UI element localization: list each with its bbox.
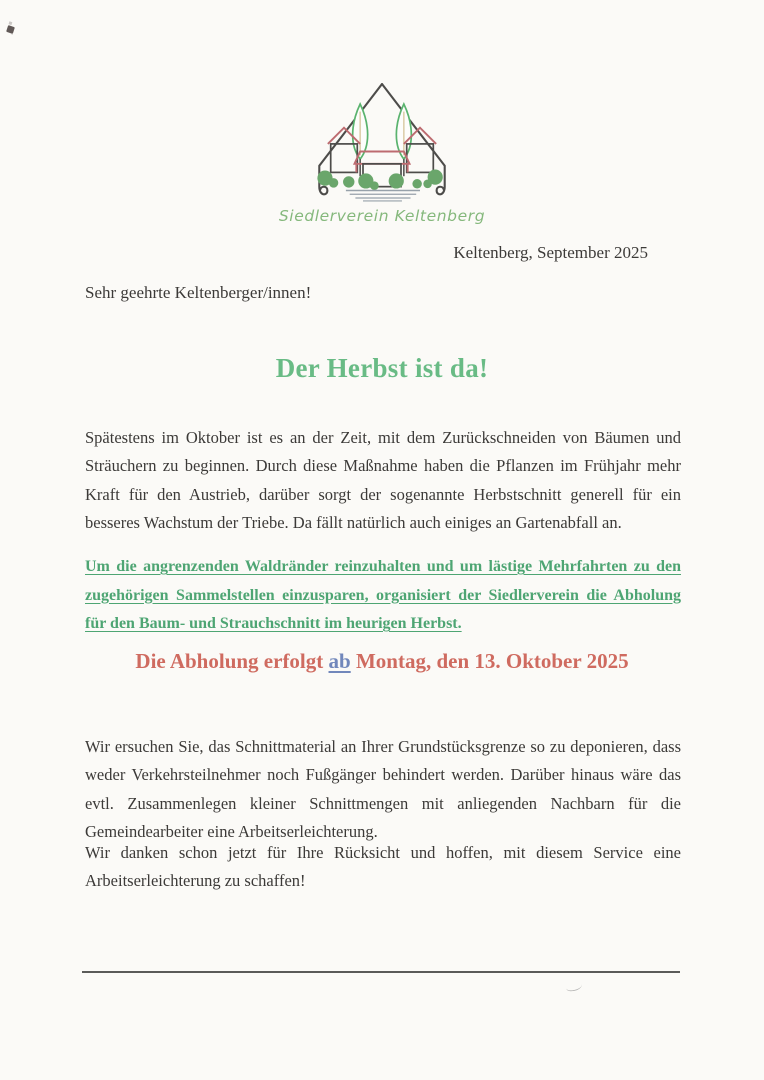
pickup-ab: ab	[328, 649, 351, 673]
thanks-paragraph: Wir danken schon jetzt für Ihre Rücksicht und hoffen, mit diesem Service eine Arbeitserleichterung zu schaffen!	[85, 842, 681, 890]
pencil-mark-artifact	[565, 981, 582, 992]
org-name: Siedlerverein Keltenberg	[278, 207, 486, 225]
collection-notice-paragraph: Um die angrenzenden Waldränder reinzuhalten und um lästige Mehrfahrten zu den zugehörigen Sammelstellen einzusparen, organisiert der Siedlerverein die Abholung für den Baum- und Strauchschnitt im heurigen Herbst.	[85, 558, 681, 632]
pickup-prefix: Die Abholung erfolgt	[135, 649, 329, 673]
org-logo	[0, 78, 764, 225]
house-with-trees-logo-icon	[306, 78, 458, 206]
headline: Der Herbst ist da!	[275, 353, 489, 383]
footer-rule	[82, 971, 680, 973]
pickup-suffix: Montag, den 13. Oktober 2025	[350, 649, 629, 673]
scan-speck-artifact	[6, 25, 15, 34]
pickup-date-line	[0, 649, 764, 674]
intro-paragraph: Spätestens im Oktober ist es an der Zeit, mit dem Zurückschneiden von Bäumen und Sträuchern zu beginnen. Durch diese Maßnahme haben die Pflanzen im Frühjahr mehr Kraft für den Austrieb, darüber sorgt der sogenannte Herbstschnitt generell für ein besseres Wachstum der Triebe. Da fällt natürlich auch einiges an Gartenabfall an.	[85, 427, 681, 532]
greeting: Sehr geehrte Keltenberger/innen!	[85, 283, 312, 302]
request-paragraph: Wir ersuchen Sie, das Schnittmaterial an Ihrer Grundstücksgrenze so zu deponieren, dass weder Verkehrsteilnehmer noch Fußgänger behindert werden. Darüber hinaus wäre das evtl. Zusammenlegen kleiner Schnittmengen mit anliegenden Nachbarn für die Gemeindearbeiter eine Arbeitserleichterung.	[85, 736, 681, 841]
date-line: Keltenberg, September 2025	[453, 243, 648, 262]
